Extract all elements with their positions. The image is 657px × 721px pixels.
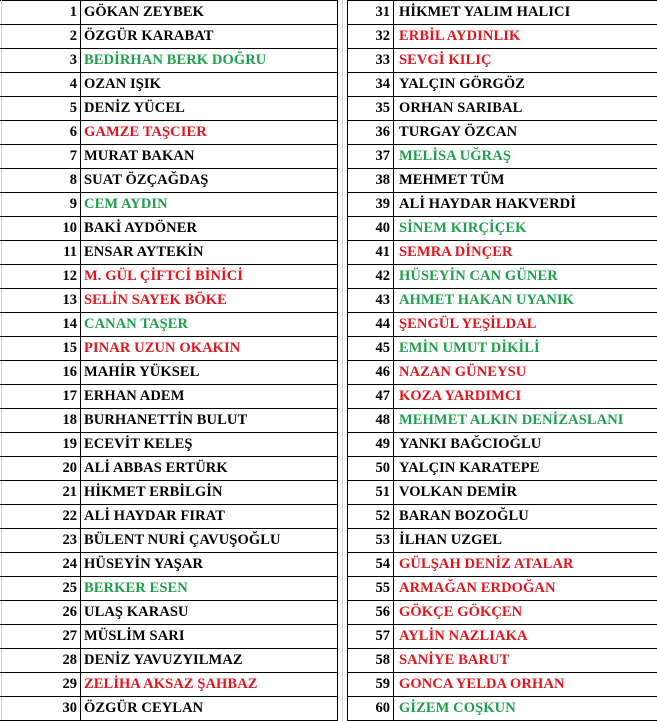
candidate-name: DENİZ YAVUZYILMAZ [84,652,243,668]
candidate-name: HİKMET YALIM HALICI [399,4,571,20]
candidate-number: 17 [62,388,77,404]
right-candidate-row [347,145,657,169]
candidate-number: 35 [375,100,390,116]
left-candidate-row [0,169,338,193]
left-candidate-row [0,265,338,289]
right-candidate-row [347,265,657,289]
candidate-name: AYLİN NAZLIAKA [399,628,528,644]
candidate-number: 46 [375,364,390,380]
left-candidate-row [0,529,338,553]
left-candidate-row [0,121,338,145]
candidate-name: HÜSEYİN CAN GÜNER [399,268,558,284]
left-candidate-row [0,673,338,697]
left-candidate-row [0,601,338,625]
left-candidate-row [0,385,338,409]
candidate-name: TURGAY ÖZCAN [399,124,518,140]
candidate-number: 27 [62,628,77,644]
candidate-name: ULAŞ KARASU [84,604,189,620]
candidate-number: 44 [375,316,390,332]
candidate-name: GAMZE TAŞCIER [84,124,207,140]
candidate-number: 40 [375,220,390,236]
candidate-number: 30 [62,700,77,716]
candidate-number: 54 [375,556,390,572]
candidate-name: GÜLŞAH DENİZ ATALAR [399,556,574,572]
candidate-number: 51 [375,484,390,500]
candidate-name: MURAT BAKAN [84,148,195,164]
candidate-number: 41 [375,244,390,260]
candidate-name: KOZA YARDIMCI [399,388,522,404]
candidate-name: MELİSA UĞRAŞ [399,148,511,164]
right-candidate-row [347,553,657,577]
right-candidate-row [347,1,657,25]
right-candidate-row [347,457,657,481]
candidate-number: 4 [69,76,77,92]
candidate-number: 3 [69,52,77,68]
gap-gridline [342,0,343,721]
candidate-name: ALİ ABBAS ERTÜRK [84,460,228,476]
left-candidate-row [0,49,338,73]
candidate-name: MAHİR YÜKSEL [84,364,200,380]
candidate-number: 8 [69,172,77,188]
candidate-name: ERHAN ADEM [84,388,185,404]
candidate-number: 36 [375,124,390,140]
candidate-number: 12 [62,268,77,284]
candidate-name: SANİYE BARUT [399,652,510,668]
left-candidate-row [0,505,338,529]
right-candidate-row [347,577,657,601]
right-candidate-row [347,361,657,385]
candidate-name: MEHMET TÜM [399,172,505,188]
candidate-name: MÜSLİM SARI [84,628,185,644]
candidate-name: YALÇIN GÖRGÖZ [399,76,526,92]
left-candidate-row [0,577,338,601]
candidate-number: 19 [62,436,77,452]
candidate-number: 47 [375,388,390,404]
candidate-number: 22 [62,508,77,524]
candidate-name: SUAT ÖZÇAĞDAŞ [84,172,209,188]
left-candidate-row [0,73,338,97]
candidate-number: 60 [375,700,390,716]
left-candidate-row [0,457,338,481]
candidate-number: 55 [375,580,390,596]
candidate-name: ALİ HAYDAR FIRAT [84,508,225,524]
right-candidate-row [347,217,657,241]
right-candidate-row [347,697,657,721]
right-candidate-row [347,97,657,121]
right-candidate-row [347,313,657,337]
right-candidate-row [347,25,657,49]
candidate-number: 59 [375,676,390,692]
candidate-number: 58 [375,652,390,668]
candidate-name: GONCA YELDA ORHAN [399,676,565,692]
left-candidate-row [0,313,338,337]
candidate-number: 37 [375,148,390,164]
right-candidate-row [347,193,657,217]
left-candidate-row [0,241,338,265]
left-candidate-row [0,649,338,673]
candidate-number: 13 [62,292,77,308]
candidate-name: İLHAN UZGEL [399,532,503,548]
candidate-number: 5 [69,100,77,116]
candidate-number: 53 [375,532,390,548]
candidate-name: ERBİL AYDINLIK [399,28,521,44]
left-candidate-row [0,409,338,433]
left-candidate-row [0,697,338,721]
candidate-name: ARMAĞAN ERDOĞAN [399,580,556,596]
right-candidate-row [347,289,657,313]
candidate-name: OZAN IŞIK [84,76,162,92]
candidate-number: 6 [69,124,77,140]
candidate-number: 28 [62,652,77,668]
right-candidate-row [347,433,657,457]
left-candidate-row [0,1,338,25]
candidate-number: 45 [375,340,390,356]
candidate-number: 42 [375,268,390,284]
candidate-name: SEVGİ KILIÇ [399,52,492,68]
candidate-number: 21 [62,484,77,500]
candidate-number: 25 [62,580,77,596]
left-candidate-row [0,193,338,217]
candidate-number: 11 [63,244,77,260]
left-candidate-row [0,289,338,313]
candidate-number: 23 [62,532,77,548]
left-candidate-row [0,433,338,457]
candidate-name: YALÇIN KARATEPE [399,460,540,476]
candidate-number: 18 [62,412,77,428]
candidate-name: VOLKAN DEMİR [399,484,518,500]
candidate-number: 50 [375,460,390,476]
candidate-number: 56 [375,604,390,620]
candidate-name: AHMET HAKAN UYANIK [399,292,575,308]
candidate-name: SELİN SAYEK BÖKE [84,292,227,308]
candidate-number: 49 [375,436,390,452]
right-candidate-row [347,625,657,649]
candidate-name: ECEVİT KELEŞ [84,436,193,452]
right-candidate-row [347,121,657,145]
candidate-number: 33 [375,52,390,68]
candidate-name: SEMRA DİNÇER [399,244,513,260]
left-candidate-row [0,481,338,505]
candidate-name: ÖZGÜR KARABAT [84,28,214,44]
candidate-number: 39 [375,196,390,212]
candidate-name: ORHAN SARIBAL [399,100,523,116]
candidate-name: ALİ HAYDAR HAKVERDİ [399,196,576,212]
right-candidate-row [347,409,657,433]
candidate-number: 16 [62,364,77,380]
candidate-name: ZELİHA AKSAZ ŞAHBAZ [84,676,258,692]
candidate-name: HÜSEYİN YAŞAR [84,556,204,572]
right-candidate-row [347,481,657,505]
candidate-number: 20 [62,460,77,476]
left-candidate-row [0,337,338,361]
candidate-name: MEHMET ALKIN DENİZASLANI [399,412,624,428]
candidate-name: GÖKAN ZEYBEK [84,4,205,20]
candidate-number: 9 [69,196,77,212]
candidate-name: BAKİ AYDÖNER [84,220,198,236]
right-candidate-row [347,505,657,529]
right-candidate-row [347,673,657,697]
candidate-number: 14 [62,316,77,332]
left-candidate-row [0,553,338,577]
candidate-number: 43 [375,292,390,308]
candidate-number: 29 [62,676,77,692]
candidate-name: NAZAN GÜNEYSU [399,364,527,380]
candidate-name: BERKER ESEN [84,580,188,596]
candidate-number: 57 [375,628,390,644]
right-candidate-row [347,241,657,265]
candidate-name: ŞENGÜL YEŞİLDAL [399,316,537,332]
candidate-name: YANKI BAĞCIOĞLU [399,436,542,452]
left-candidate-row [0,145,338,169]
candidate-name: CANAN TAŞER [84,316,189,332]
left-candidate-row [0,217,338,241]
right-candidate-row [347,337,657,361]
candidate-number: 26 [62,604,77,620]
candidate-name: EMİN UMUT DİKİLİ [399,340,540,356]
candidate-number: 32 [375,28,390,44]
right-candidate-row [347,529,657,553]
right-candidate-row [347,385,657,409]
candidate-number: 38 [375,172,390,188]
left-candidate-row [0,625,338,649]
candidate-name: GÖKÇE GÖKÇEN [399,604,523,620]
right-candidate-row [347,49,657,73]
right-candidate-row [347,73,657,97]
candidate-number: 48 [375,412,390,428]
candidate-number: 52 [375,508,390,524]
right-candidate-row [347,601,657,625]
candidate-number: 34 [375,76,390,92]
candidate-number: 1 [69,4,77,20]
candidate-name: BARAN BOZOĞLU [399,508,529,524]
candidate-name: BÜLENT NURİ ÇAVUŞOĞLU [84,532,281,548]
candidate-name: M. GÜL ÇİFTCİ BİNİCİ [84,268,244,284]
candidate-name: BURHANETTİN BULUT [84,412,248,428]
candidate-number: 2 [69,28,77,44]
candidate-name: SİNEM KIRÇİÇEK [399,220,527,236]
left-candidate-row [0,25,338,49]
candidate-number: 15 [62,340,77,356]
candidate-number: 31 [375,4,390,20]
candidate-name: ÖZGÜR CEYLAN [84,700,204,716]
candidate-name: PINAR UZUN OKAKIN [84,340,241,356]
left-candidate-row [0,97,338,121]
candidate-number: 7 [69,148,77,164]
candidate-number: 10 [62,220,77,236]
candidate-number: 24 [62,556,77,572]
right-candidate-row [347,649,657,673]
candidate-name: BEDİRHAN BERK DOĞRU [84,52,267,68]
candidate-name: DENİZ YÜCEL [84,100,185,116]
candidate-name: GİZEM COŞKUN [399,700,516,716]
left-candidate-row [0,361,338,385]
candidate-name: ENSAR AYTEKİN [84,244,204,260]
right-candidate-row [347,169,657,193]
candidate-name: CEM AYDIN [84,196,168,212]
candidate-name: HİKMET ERBİLGİN [84,484,223,500]
